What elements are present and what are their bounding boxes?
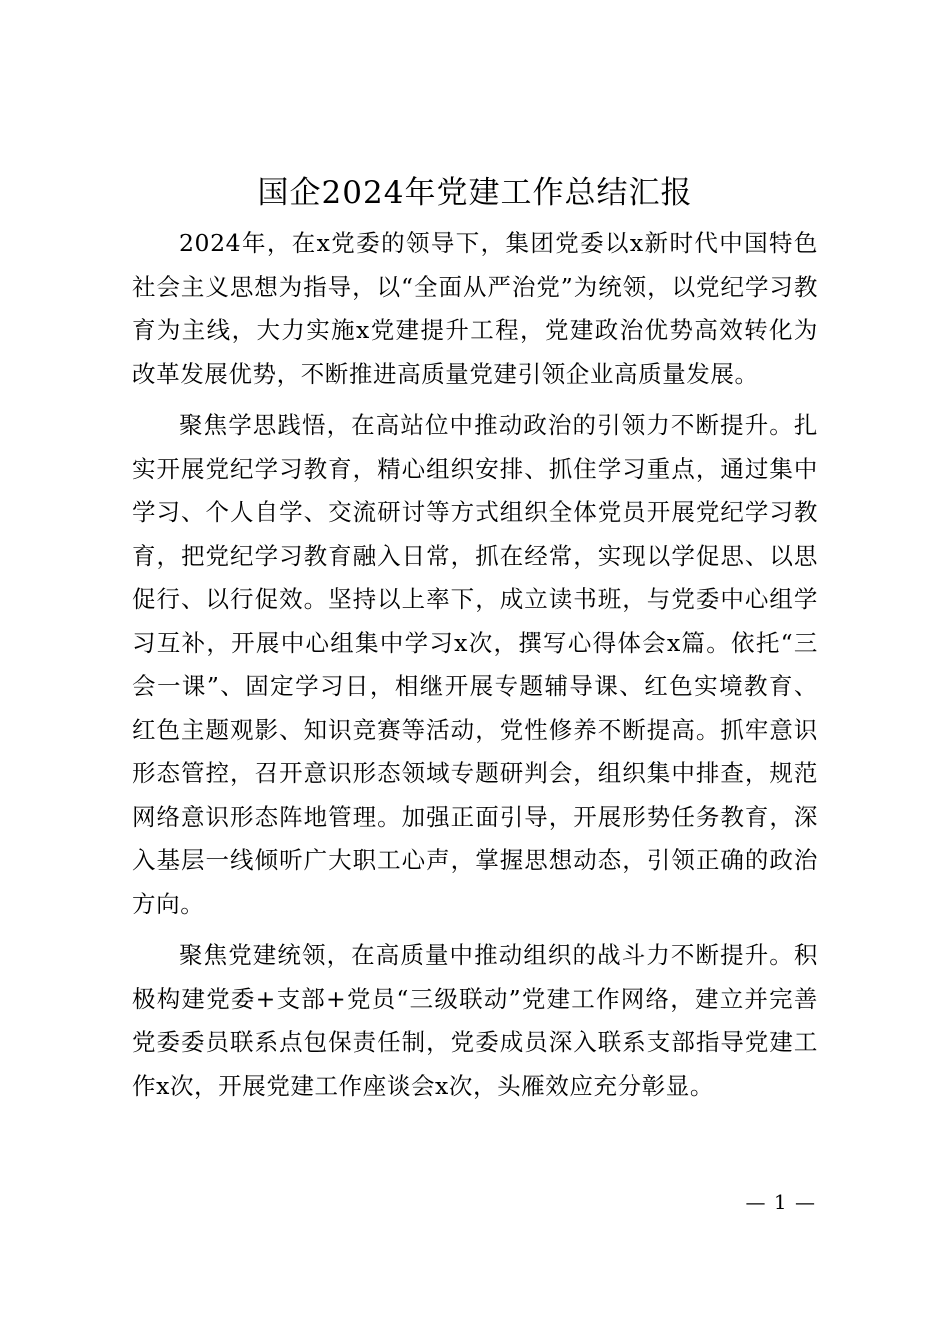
- paragraph-intro: 2024年，在x党委的领导下，集团党委以x新时代中国特色社会主义思想为指导，以“全面从严治党”为统领，以党纪学习教育为主线，大力实施x党建提升工程，党建政治优势高效转化为改革发展优势，不断推进高质量党建引领企业高质量发展。: [132, 229, 818, 388]
- paragraph-party-building: 聚焦党建统领，在高质量中推动组织的战斗力不断提升。积极构建党委+支部+党员“三级联动”党建工作网络，建立并完善党委委员联系点包保责任制，党委成员深入联系支部指导党建工作x次，开展党建工作座谈会x次，头雁效应充分彰显。: [132, 941, 818, 1100]
- paragraph-political-leadership: 聚焦学思践悟，在高站位中推动政治的引领力不断提升。扎实开展党纪学习教育，精心组织安排、抓住学习重点，通过集中学习、个人自学、交流研讨等方式组织全体党员开展党纪学习教育，把党纪学习教育融入日常，抓在经常，实现以学促思、以思促行、以行促效。坚持以上率下，成立读书班，与党委中心组学习互补，开展中心组集中学习x次，撰写心得体会x篇。依托“三会一课”、固定学习日，相继开展专题辅导课、红色实境教育、红色主题观影、知识竞赛等活动，党性修养不断提高。抓牢意识形态管控，召开意识形态领域专题研判会，组织集中排查，规范网络意识形态阵地管理。加强正面引导，开展形势任务教育，深入基层一线倾听广大职工心声，掌握思想动态，引领正确的政治方向。: [132, 411, 818, 918]
- document-body: [132, 222, 818, 1108]
- document-title: 国企2024年党建工作总结汇报: [257, 175, 693, 211]
- page-number: — 1 —: [745, 1190, 816, 1214]
